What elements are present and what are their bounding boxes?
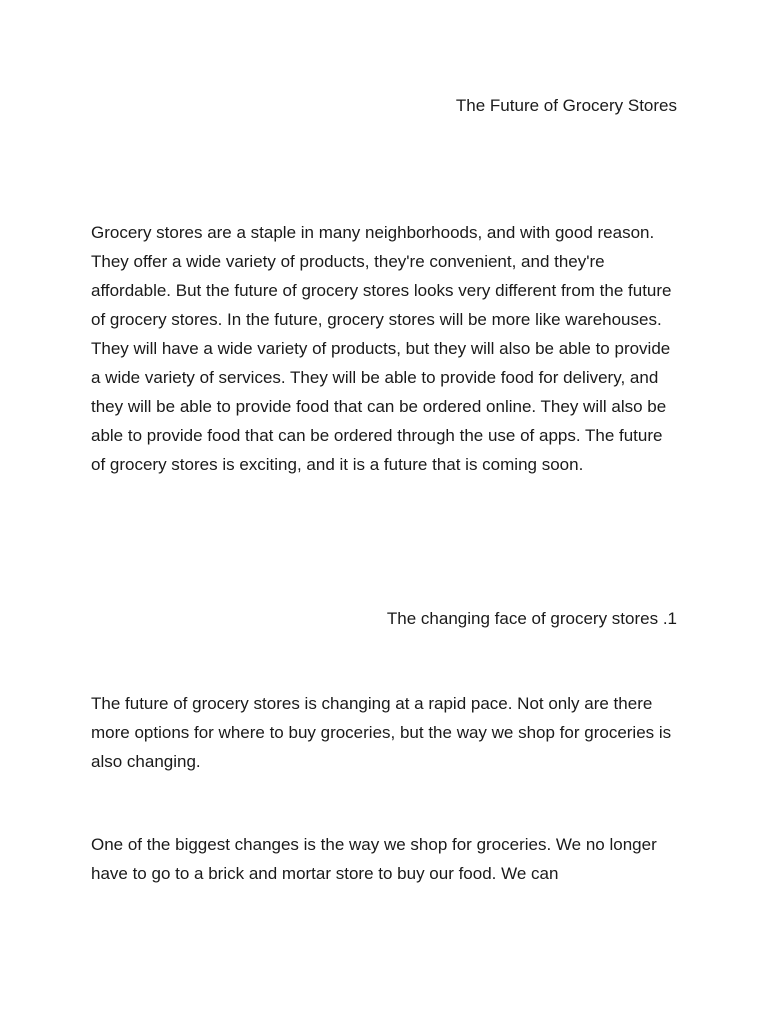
intro-paragraph: Grocery stores are a staple in many neighborhoods, and with good reason. They offer a wide variety of products, they're convenient, and they're affordable. But the future of grocery stores looks very different from the future of grocery stores. In the future, grocery stores will be more like warehouses. They will have a wide variety of products, but they will also be able to provide a wide variety of services. They will be able to provide food for delivery, and they will be able to provide food that can be ordered online. They will also be able to provide food that can be ordered through the use of apps. The future of grocery stores is exciting, and it is a future that is coming soon. xyxy=(91,223,672,474)
document-title: The Future of Grocery Stores xyxy=(455,96,677,115)
section-paragraph-1: The future of grocery stores is changing at a rapid pace. Not only are there more options for where to buy groceries, but the way we shop for groceries is also changing. xyxy=(91,694,672,771)
section-heading: The changing face of grocery stores .1 xyxy=(386,609,677,628)
section-paragraph-2: One of the biggest changes is the way we shop for groceries. We no longer have to go to a brick and mortar store to buy our food. We can xyxy=(91,835,657,883)
